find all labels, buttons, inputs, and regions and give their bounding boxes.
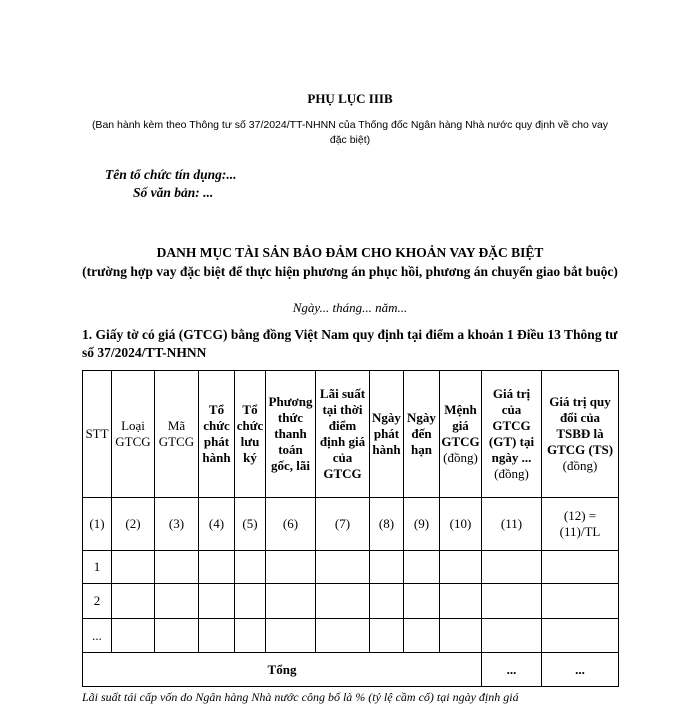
header-ngay-phat-hanh: Ngày phát hành (370, 371, 404, 498)
index-cell: (12) = (11)/TL (542, 498, 619, 551)
index-cell: (11) (482, 498, 542, 551)
table-header-row (83, 371, 619, 498)
header-gia-tri-quy-doi-unit: (đồng) (562, 458, 598, 473)
header-gia-tri-gtcg-label: Giá trị của GTCG (GT) tại ngày ... (488, 386, 535, 465)
collateral-table (82, 370, 619, 687)
table-index-row (83, 498, 619, 551)
index-cell: (1) (83, 498, 112, 551)
total-ts-value: ... (542, 653, 619, 687)
header-loai-gtcg: Loại GTCG (112, 371, 155, 498)
header-menh-gia-label: Mệnh giá GTCG (441, 402, 480, 449)
index-cell: (4) (199, 498, 235, 551)
table-total-row (83, 653, 619, 687)
row-stt-cell: 2 (83, 584, 112, 619)
header-gia-tri-gtcg (482, 371, 542, 498)
header-gia-tri-gtcg-unit: (đồng) (494, 466, 529, 481)
document-number-line: Số văn bản: ... (133, 185, 214, 200)
header-gia-tri-quy-doi-label: Giá trị quy đổi của TSBĐ là GTCG (TS) (546, 394, 614, 457)
index-cell: (3) (155, 498, 199, 551)
row-stt-cell: ... (83, 619, 112, 653)
header-menh-gia-unit: (đồng) (443, 450, 478, 465)
index-cell: (7) (316, 498, 370, 551)
index-cell: (6) (266, 498, 316, 551)
index-cell: (2) (112, 498, 155, 551)
header-phuong-thuc-thanh-toan: Phương thức thanh toán gốc, lãi (266, 371, 316, 498)
section-heading: 1. Giấy tờ có giá (GTCG) bằng đồng Việt Nam quy định tại điểm a khoản 1 Điều 13 Thông tư số 37/2024/TT-NHNN (82, 327, 618, 360)
total-gt-value: ... (482, 653, 542, 687)
index-cell: (8) (370, 498, 404, 551)
index-cell: (9) (404, 498, 440, 551)
header-stt: STT (83, 371, 112, 498)
header-ngay-den-han: Ngày đến hạn (404, 371, 440, 498)
table-row (83, 551, 619, 584)
header-gia-tri-quy-doi (542, 371, 619, 498)
issued-note: (Ban hành kèm theo Thông tư số 37/2024/TT-NHNN của Thống đốc Ngân hàng Nhà nước quy định về cho vay đặc biệt) (91, 119, 609, 146)
row-stt-cell: 1 (83, 551, 112, 584)
document-subtitle: (trường hợp vay đặc biệt để thực hiện phương án phục hồi, phương án chuyển giao bắt buộc) (82, 264, 618, 279)
date-line: Ngày... tháng... năm... (292, 300, 408, 315)
index-cell: (5) (235, 498, 266, 551)
index-cell: (10) (440, 498, 482, 551)
header-lai-suat: Lãi suất tại thời điểm định giá của GTCG (316, 371, 370, 498)
total-label: Tổng (83, 653, 482, 687)
header-to-chuc-luu-ky: Tổ chức lưu ký (235, 371, 266, 498)
header-ma-gtcg: Mã GTCG (155, 371, 199, 498)
footnote: Lãi suất tái cấp vốn do Ngân hàng Nhà nước công bố là % (tỷ lệ cầm cố) tại ngày định giá (82, 690, 519, 704)
appendix-title: PHỤ LỤC IIIB (307, 91, 393, 106)
organization-name-line: Tên tổ chức tín dụng:... (105, 167, 237, 182)
header-to-chuc-phat-hanh: Tổ chức phát hành (199, 371, 235, 498)
table-row (83, 619, 619, 653)
header-menh-gia (440, 371, 482, 498)
table-row (83, 584, 619, 619)
document-title: DANH MỤC TÀI SẢN BẢO ĐẢM CHO KHOẢN VAY ĐẶC BIỆT (156, 245, 544, 260)
